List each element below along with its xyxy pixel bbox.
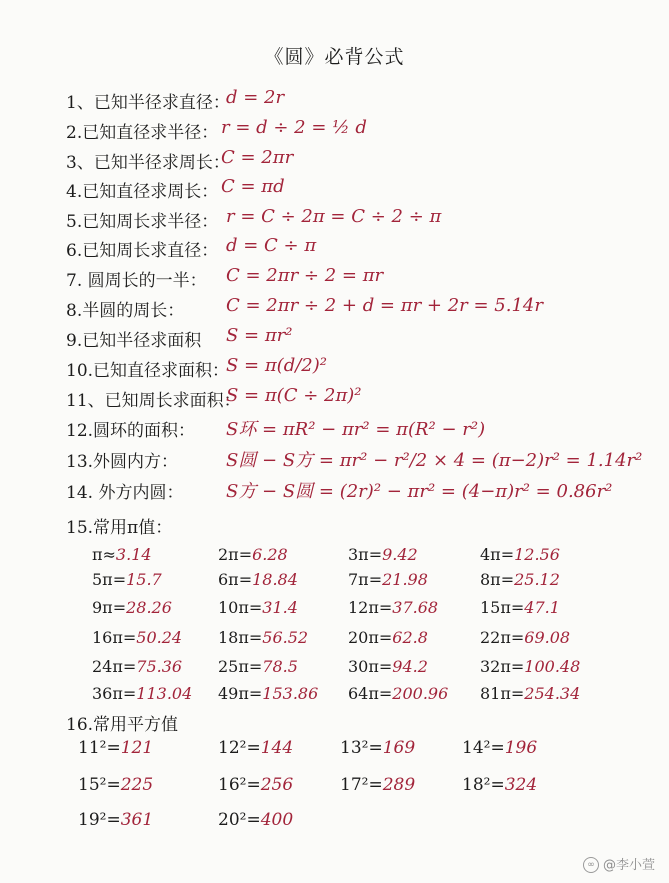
square-result: 256: [260, 775, 294, 795]
square-base: 12²=: [218, 738, 261, 758]
formula-question: 13.外圆内方：: [66, 452, 179, 472]
formula-expression: S = π(d/2)²: [226, 355, 327, 376]
square-base: 17²=: [340, 775, 383, 795]
pi-result: 37.68: [392, 598, 439, 617]
formula-expression: C = πd: [221, 176, 285, 197]
formula-question: 2.已知直径求半径：: [66, 123, 219, 143]
formula-question: 5.已知周长求半径：: [66, 212, 219, 232]
square-result: 324: [504, 775, 538, 795]
pi-value-cell: [480, 628, 570, 647]
pi-value-cell: [92, 657, 182, 676]
pi-result: 12.56: [514, 545, 560, 564]
square-value-cell: [340, 775, 415, 795]
pi-result: 62.8: [392, 628, 428, 647]
formula-expression: C = 2πr: [221, 147, 294, 168]
pi-value-cell: [348, 657, 428, 676]
pi-multiple: 25π=: [218, 657, 263, 676]
pi-multiple: 32π=: [480, 657, 525, 676]
pi-multiple: 12π=: [348, 598, 393, 617]
formula-expression: S圆 − S方 = πr² − r²/2 × 4 = (π−2)r² = 1.14r²: [226, 450, 643, 471]
pi-multiple: 10π=: [218, 598, 263, 617]
pi-result: 3.14: [115, 545, 152, 564]
square-value-cell: [218, 775, 293, 795]
formula-expression: S = π(C ÷ 2π)²: [226, 385, 362, 406]
pi-result: 254.34: [524, 684, 581, 703]
square-row: [0, 738, 669, 768]
square-base: 15²=: [78, 775, 121, 795]
square-value-cell: [340, 738, 415, 758]
square-value-cell: [218, 738, 293, 758]
pi-multiple: 36π=: [92, 684, 137, 703]
formula-question: 10.已知直径求面积：: [66, 361, 230, 381]
pi-multiple: 20π=: [348, 628, 393, 647]
square-row: [0, 775, 669, 805]
pi-value-cell: [92, 684, 192, 703]
pi-value-cell: [92, 570, 162, 589]
square-value-cell: [462, 775, 537, 795]
pi-value-cell: [480, 570, 560, 589]
pi-multiple: 22π=: [480, 628, 525, 647]
square-value-cell: [78, 810, 153, 830]
pi-result: 25.12: [514, 570, 560, 589]
pi-multiple: π≈: [92, 545, 116, 564]
pi-value-cell: [218, 545, 288, 564]
square-result: 361: [120, 810, 154, 830]
formula-question: 1、已知半径求直径：: [66, 93, 230, 113]
pi-multiple: 24π=: [92, 657, 137, 676]
formula-question: 11、已知周长求面积：: [66, 391, 241, 411]
formula-question: 4.已知直径求周长：: [66, 182, 219, 202]
pi-result: 56.52: [262, 628, 309, 647]
pi-row: [0, 684, 669, 712]
pi-row: [0, 628, 669, 656]
pi-result: 15.7: [126, 570, 162, 589]
pi-value-cell: [480, 657, 580, 676]
pi-multiple: 8π=: [480, 570, 515, 589]
pi-multiple: 5π=: [92, 570, 127, 589]
pi-multiple: 2π=: [218, 545, 253, 564]
pi-result: 75.36: [136, 657, 183, 676]
formula-expression: r = d ÷ 2 = ½ d: [221, 117, 367, 138]
pi-multiple: 9π=: [92, 598, 127, 617]
pi-multiple: 18π=: [218, 628, 263, 647]
square-value-cell: [218, 810, 293, 830]
pi-multiple: 7π=: [348, 570, 383, 589]
pi-value-cell: [480, 598, 560, 617]
pi-result: 9.42: [382, 545, 418, 564]
pi-value-cell: [218, 628, 308, 647]
formula-question: 8.半圆的周长：: [66, 301, 185, 321]
pi-value-cell: [348, 684, 448, 703]
formula-question: 3、已知半径求周长：: [66, 153, 230, 173]
formula-question: 6.已知周长求直径：: [66, 241, 219, 261]
formula-expression: r = C ÷ 2π = C ÷ 2 ÷ π: [226, 206, 442, 227]
pi-value-cell: [92, 545, 152, 564]
page-title: 《圆》必背公式: [264, 46, 405, 68]
pi-result: 69.08: [524, 628, 571, 647]
pi-result: 153.86: [262, 684, 319, 703]
square-section-title: 16.常用平方值: [66, 715, 179, 735]
pi-row: [0, 570, 669, 598]
pi-result: 21.98: [382, 570, 428, 589]
pi-multiple: 4π=: [480, 545, 515, 564]
pi-value-cell: [218, 598, 298, 617]
square-value-cell: [462, 738, 537, 758]
pi-value-cell: [218, 657, 298, 676]
pi-value-cell: [92, 628, 182, 647]
square-result: 400: [260, 810, 294, 830]
square-result: 289: [382, 775, 416, 795]
pi-multiple: 15π=: [480, 598, 525, 617]
square-base: 14²=: [462, 738, 505, 758]
pi-result: 94.2: [392, 657, 428, 676]
square-result: 144: [260, 738, 294, 758]
pi-result: 50.24: [136, 628, 183, 647]
square-base: 18²=: [462, 775, 505, 795]
pi-multiple: 64π=: [348, 684, 393, 703]
square-result: 121: [120, 738, 154, 758]
square-base: 11²=: [78, 738, 121, 758]
pi-multiple: 30π=: [348, 657, 393, 676]
formula-expression: d = C ÷ π: [226, 235, 317, 256]
formula-question: 12.圆环的面积：: [66, 421, 196, 441]
pi-value-cell: [92, 598, 172, 617]
pi-multiple: 49π=: [218, 684, 263, 703]
pi-multiple: 3π=: [348, 545, 383, 564]
pi-value-cell: [480, 684, 580, 703]
square-value-cell: [78, 775, 153, 795]
pi-row: [0, 545, 669, 573]
pi-result: 18.84: [252, 570, 298, 589]
square-result: 225: [120, 775, 154, 795]
formula-expression: d = 2r: [226, 87, 285, 108]
square-base: 20²=: [218, 810, 261, 830]
pi-result: 200.96: [392, 684, 449, 703]
pi-multiple: 6π=: [218, 570, 253, 589]
pi-result: 113.04: [136, 684, 193, 703]
pi-section-title: 15.常用π值：: [66, 518, 173, 538]
pi-multiple: 16π=: [92, 628, 137, 647]
formula-question: 7. 圆周长的一半：: [66, 271, 207, 291]
formula-question: 14. 外方内圆：: [66, 483, 184, 503]
formula-expression: C = 2πr ÷ 2 + d = πr + 2r = 5.14r: [226, 295, 543, 316]
pi-result: 28.26: [126, 598, 172, 617]
pi-value-cell: [348, 570, 428, 589]
pi-value-cell: [348, 545, 418, 564]
square-row: [0, 810, 669, 840]
formula-expression: S方 − S圆 = (2r)² − πr² = (4−π)r² = 0.86r²: [226, 481, 613, 502]
formula-question: 9.已知半径求面积: [66, 331, 202, 351]
pi-value-cell: [218, 684, 318, 703]
square-result: 169: [382, 738, 416, 758]
pi-result: 31.4: [262, 598, 298, 617]
pi-value-cell: [480, 545, 560, 564]
pi-value-cell: [348, 598, 438, 617]
square-base: 13²=: [340, 738, 383, 758]
pi-value-cell: [348, 628, 428, 647]
pi-result: 78.5: [262, 657, 298, 676]
watermark-icon: ∞: [583, 857, 599, 873]
pi-row: [0, 598, 669, 626]
pi-result: 100.48: [524, 657, 581, 676]
formula-expression: S = πr²: [226, 325, 293, 346]
square-result: 196: [504, 738, 538, 758]
watermark: ∞ @李小萱: [583, 854, 655, 874]
square-value-cell: [78, 738, 153, 758]
square-base: 19²=: [78, 810, 121, 830]
pi-multiple: 81π=: [480, 684, 525, 703]
pi-result: 6.28: [252, 545, 288, 564]
pi-result: 47.1: [524, 598, 560, 617]
formula-expression: S环 = πR² − πr² = π(R² − r²): [226, 419, 486, 440]
pi-value-cell: [218, 570, 298, 589]
square-base: 16²=: [218, 775, 261, 795]
formula-expression: C = 2πr ÷ 2 = πr: [226, 265, 384, 286]
pi-row: [0, 657, 669, 685]
